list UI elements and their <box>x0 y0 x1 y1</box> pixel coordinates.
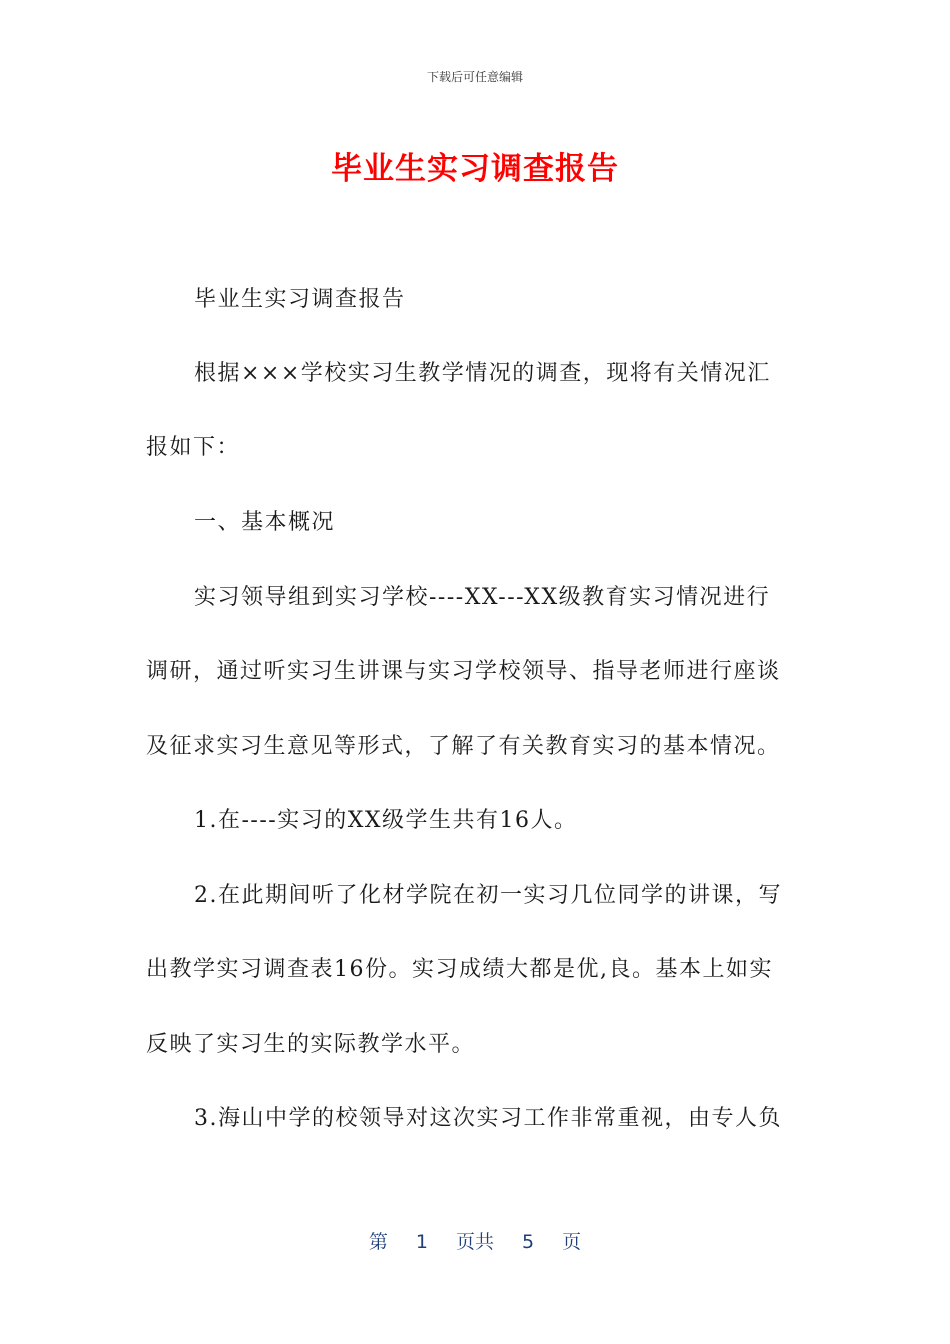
paragraph-line: 调研，通过听实习生讲课与实习学校领导、指导老师进行座谈 <box>146 659 781 684</box>
section-heading: 一、基本概况 <box>194 510 336 535</box>
current-page-number: 1 <box>415 1231 428 1253</box>
footer-middle: 页共 <box>455 1231 494 1253</box>
footer-prefix: 第 <box>368 1231 388 1253</box>
paragraph-line: 出教学实习调查表16份。实习成绩大都是优,良。基本上如实 <box>146 957 773 982</box>
paragraph-line: 及征求实习生意见等形式，了解了有关教育实习的基本情况。 <box>146 734 781 759</box>
paragraph-line: 毕业生实习调查报告 <box>194 287 406 312</box>
page-footer <box>0 1227 950 1254</box>
paragraph-line: 反映了实习生的实际教学水平。 <box>146 1032 476 1057</box>
header-note: 下载后可任意编辑 <box>426 70 523 84</box>
paragraph-line: 根据×××学校实习生教学情况的调查，现将有关情况汇 <box>194 361 771 386</box>
paragraph-line: 2.在此期间听了化材学院在初一实习几位同学的讲课，写 <box>194 883 782 908</box>
footer-suffix: 页 <box>562 1231 582 1253</box>
paragraph-line: 报如下： <box>146 435 241 460</box>
paragraph-line: 1.在----实习的XX级学生共有16人。 <box>194 808 578 833</box>
total-pages-number: 5 <box>522 1231 535 1253</box>
paragraph-line: 实习领导组到实习学校----XX---XX级教育实习情况进行 <box>194 585 771 610</box>
paragraph-line: 3.海山中学的校领导对这次实习工作非常重视，由专人负 <box>194 1106 782 1131</box>
document-title: 毕业生实习调查报告 <box>331 151 619 187</box>
